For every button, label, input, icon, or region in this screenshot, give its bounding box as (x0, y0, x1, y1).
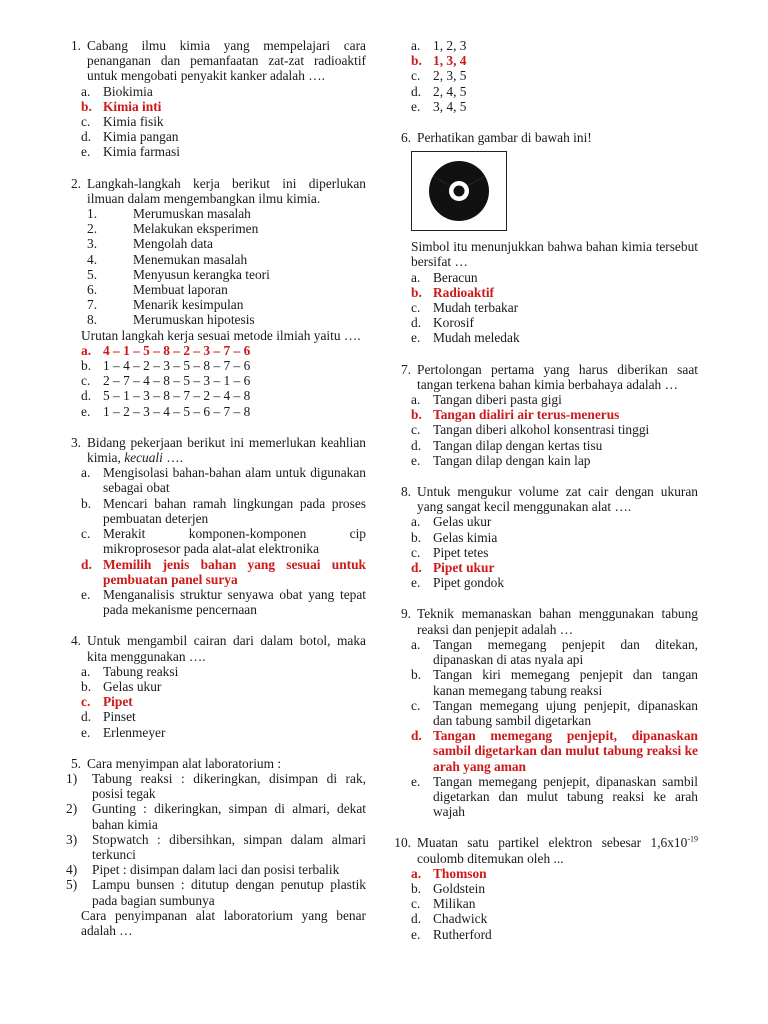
list-item: 4) Pipet : disimpan dalam laci dan posisi terbalik (66, 862, 340, 878)
option-e[interactable]: e. 1 – 2 – 3 – 4 – 5 – 6 – 7 – 8 (81, 403, 251, 419)
question-3 (60, 435, 366, 617)
question-text: Pertolongan pertama yang harus diberikan saat tangan terkena bahan kimia berbahaya adalah … (417, 361, 698, 392)
list-item: 1) Tabung reaksi : dikeringkan, disimpan di rak, posisi tegak (66, 770, 366, 802)
option-b[interactable]: b. Gelas ukur (81, 678, 162, 694)
question-9 (390, 606, 698, 819)
left-column (60, 38, 366, 954)
option-a[interactable]: a. Tangan diberi pasta gigi (411, 392, 562, 408)
option-c[interactable]: c. Milikan (411, 896, 476, 912)
option-c[interactable]: c. 2, 3, 5 (411, 68, 467, 84)
list-item: 3. Mengolah data (87, 236, 213, 252)
option-e[interactable]: e. Kimia farmasi (81, 144, 180, 160)
option-b-correct[interactable]: b. Radioaktif (411, 284, 495, 300)
question-number: 5. (70, 755, 81, 771)
option-d[interactable]: d. Pinset (81, 709, 136, 725)
question-text: Langkah-langkah kerja berikut ini diperlukan ilmuan dalam mengembangkan ilmu kimia. (87, 175, 366, 206)
right-column (390, 38, 698, 958)
question-text: Teknik memanaskan bahan menggunakan tabung reaksi dan penjepit adalah … (417, 606, 698, 637)
question-6 (390, 130, 698, 346)
option-e[interactable]: e. Erlenmeyer (81, 724, 166, 740)
option-b-correct[interactable]: b. 1, 3, 4 (411, 53, 467, 69)
option-b[interactable]: b. Goldstein (411, 880, 486, 896)
option-d[interactable]: d. Korosif (411, 315, 474, 331)
question-text: Perhatikan gambar di bawah ini! (417, 130, 592, 146)
option-b[interactable]: b. 1 – 4 – 2 – 3 – 5 – 8 – 7 – 6 (81, 358, 251, 374)
option-b-correct[interactable]: b. Kimia inti (81, 98, 162, 114)
option-e[interactable]: e. Pipet gondok (411, 575, 505, 591)
list-item: 2) Gunting : dikeringkan, simpan di almari, dekat bahan kimia (66, 801, 366, 832)
list-item: 5. Menyusun kerangka teori (87, 266, 270, 282)
question-number: 7. (400, 361, 411, 377)
option-a[interactable]: a. 1, 2, 3 (411, 38, 467, 53)
step-list (60, 206, 366, 328)
question-number: 4. (70, 633, 81, 649)
option-a-correct[interactable]: a. 4 – 1 – 5 – 8 – 2 – 3 – 7 – 6 (81, 342, 251, 358)
option-d[interactable]: d. 5 – 1 – 3 – 8 – 7 – 2 – 4 – 8 (81, 388, 251, 404)
radiation-image-frame (411, 151, 507, 231)
option-b[interactable]: b. Gelas kimia (411, 529, 498, 545)
option-d-correct[interactable]: d. Memilih jenis bahan yang sesuai untuk pembuatan panel surya (81, 556, 366, 587)
question-text: Bidang pekerjaan berikut ini memerlukan keahlian kimia, kecuali …. (87, 434, 366, 466)
question-number: 9. (400, 606, 411, 622)
option-c[interactable]: c. Pipet tetes (411, 544, 489, 560)
question-text: Cara menyimpan alat laboratorium : (87, 755, 282, 771)
option-b[interactable]: b. Mencari bahan ramah lingkungan pada proses pembuatan deterjen (81, 495, 366, 526)
storage-list (60, 771, 366, 908)
option-c[interactable]: c. Tangan memegang ujung penjepit, dipanaskan dan tabung sambil digetarkan (411, 697, 698, 728)
question-prompt: Urutan langkah kerja sesuai metode ilmiah yaitu …. (81, 327, 361, 343)
list-item: 5) Lampu bunsen : ditutup dengan penutup plastik pada bagian sumbunya (66, 877, 366, 908)
option-c[interactable]: c. Kimia fisik (81, 114, 164, 130)
option-d-correct[interactable]: d. Pipet ukur (411, 560, 495, 576)
question-text: Untuk mengambil cairan dari dalam botol, maka kita menggunakan …. (87, 633, 366, 664)
question-number: 3. (70, 434, 81, 450)
list-item: 2. Melakukan eksperimen (87, 221, 259, 237)
option-a[interactable]: a. Gelas ukur (411, 514, 492, 530)
option-c[interactable]: c. Merakit komponen-komponen cip mikroprosesor pada alat-alat elektronika (81, 526, 366, 557)
list-item: 6. Membuat laporan (87, 282, 228, 298)
question-text: Cabang ilmu kimia yang mempelajari cara penanganan dan pemanfaatan zat-zat radioaktif untuk mengobati penyakit kanker adalah …. (87, 38, 366, 84)
question-number: 10. (394, 835, 411, 851)
question-8 (390, 484, 698, 590)
question-number: 8. (400, 484, 411, 500)
question-5 (60, 756, 366, 938)
option-a[interactable]: a. Beracun (411, 269, 478, 285)
option-e[interactable]: e. Mudah meledak (411, 330, 520, 346)
question-10 (390, 835, 698, 941)
option-c[interactable]: c. 2 – 7 – 4 – 8 – 5 – 3 – 1 – 6 (81, 373, 251, 389)
option-d[interactable]: d. Chadwick (411, 911, 488, 927)
list-item: 1. Merumuskan masalah (87, 206, 251, 222)
option-d[interactable]: d. 2, 4, 5 (411, 83, 467, 99)
question-prompt: Simbol itu menunjukkan bahwa bahan kimia tersebut bersifat … (411, 239, 698, 270)
option-c[interactable]: c. Mudah terbakar (411, 300, 519, 316)
option-e[interactable]: e. Tangan memegang penjepit, dipanaskan sambil digetarkan dan mulut tabung reaksi ke arah wajah (411, 773, 698, 820)
question-2 (60, 176, 366, 419)
option-d[interactable]: d. Tangan dilap dengan kertas tisu (411, 437, 603, 453)
list-item: 3) Stopwatch : dibersihkan, simpan dalam almari terkunci (66, 831, 366, 862)
question-4 (60, 633, 366, 739)
option-c[interactable]: c. Tangan diberi alkohol konsentrasi tinggi (411, 422, 650, 438)
option-d[interactable]: d. Kimia pangan (81, 129, 179, 145)
option-c-correct[interactable]: c. Pipet (81, 694, 133, 710)
option-b[interactable]: b. Tangan kiri memegang penjepit dan tangan kanan memegang tabung reaksi (411, 667, 698, 698)
option-b-correct[interactable]: b. Tangan dialiri air terus-menerus (411, 407, 620, 423)
question-number: 1. (70, 38, 81, 53)
option-a-correct[interactable]: a. Thomson (411, 865, 487, 881)
question-1 (60, 38, 366, 160)
question-prompt: Cara penyimpanan alat laboratorium yang benar adalah … (81, 907, 366, 938)
option-a[interactable]: a. Biokimia (81, 83, 153, 99)
radiation-hazard-icon (412, 152, 506, 230)
option-a[interactable]: a. Tabung reaksi (81, 663, 179, 679)
question-5-options (390, 38, 698, 114)
list-item: 7. Menarik kesimpulan (87, 297, 244, 313)
option-e[interactable]: e. Rutherford (411, 926, 492, 942)
list-item: 8. Merumuskan hipotesis (87, 312, 255, 328)
option-e[interactable]: e. Menganalisis struktur senyawa obat yang tepat pada mekanisme pencernaan (81, 586, 366, 618)
option-a[interactable]: a. Tangan memegang penjepit dan ditekan, dipanaskan di atas nyala api (411, 636, 698, 668)
option-a[interactable]: a. Mengisolasi bahan-bahan alam untuk digunakan sebagai obat (81, 465, 366, 496)
option-e[interactable]: e. 3, 4, 5 (411, 98, 467, 114)
list-item: 4. Menemukan masalah (87, 251, 248, 267)
question-number: 6. (400, 130, 411, 146)
question-number: 2. (70, 175, 81, 191)
question-text: Untuk mengukur volume zat cair dengan ukuran yang sangat kecil menggunakan alat …. (417, 484, 698, 515)
question-text: Muatan satu partikel elektron sebesar $1,6x10^{-19}$ coulomb ditemukan oleh ... (417, 834, 698, 866)
question-7 (390, 362, 698, 468)
option-e[interactable]: e. Tangan dilap dengan kain lap (411, 452, 591, 468)
option-d-correct[interactable]: d. Tangan memegang penjepit, dipanaskan sambil digetarkan dan mulut tabung reaksi ke arah yang aman (411, 728, 698, 774)
